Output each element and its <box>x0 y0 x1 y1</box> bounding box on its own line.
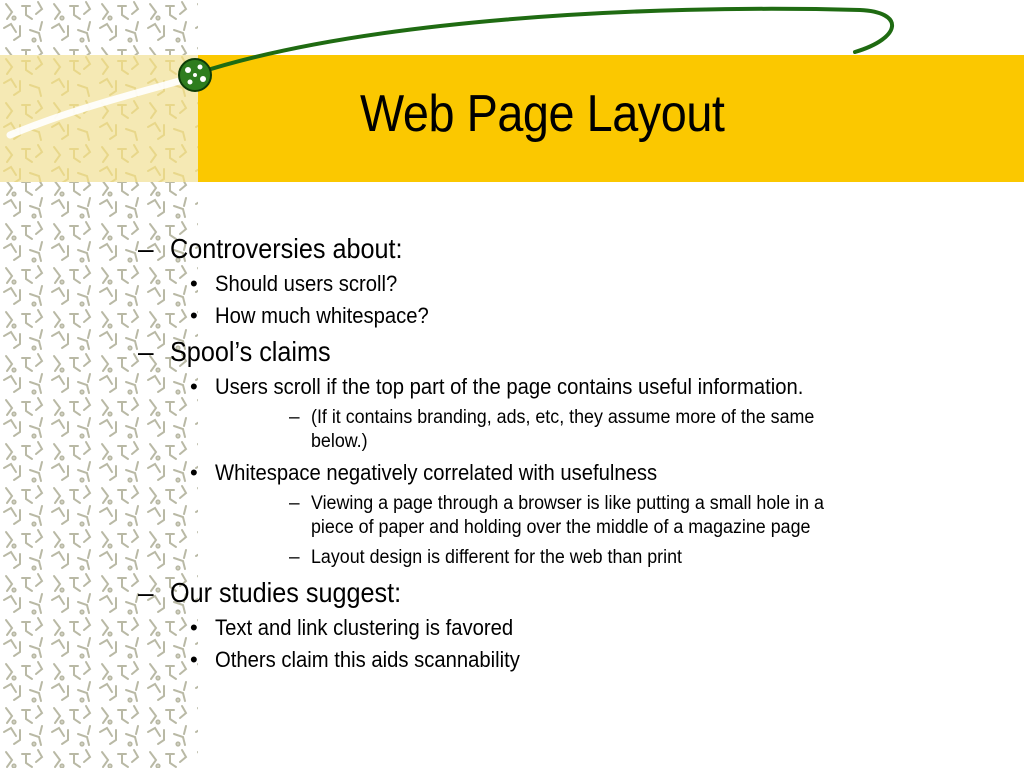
sub-bullet-list <box>170 374 948 570</box>
detail-list <box>215 492 948 570</box>
bullet-list <box>138 228 948 679</box>
bullet-text: Spool’s claims <box>170 336 331 367</box>
detail-layout-print <box>215 546 881 570</box>
detail-text: Viewing a page through a browser is like putting a small hole in a piece of paper and holding over the middle of a magazine page <box>311 493 824 538</box>
detail-branding <box>215 406 881 454</box>
bullet-marker: • <box>190 615 198 640</box>
bullet-marker: • <box>190 374 198 399</box>
sub-bullet-text: Whitespace negatively correlated with usefulness <box>215 460 658 485</box>
sub-bullet-scannability <box>170 647 948 673</box>
dash-marker: – <box>289 493 300 514</box>
sub-bullet-whitespace <box>170 303 948 329</box>
bullet-text: Controversies about: <box>170 233 403 264</box>
sub-bullet-whitespace-correlation <box>170 460 948 570</box>
sub-bullet-clustering <box>170 615 948 641</box>
dash-marker: – <box>138 336 154 367</box>
bullet-controversies <box>138 232 948 329</box>
bullet-spool-claims <box>138 335 948 570</box>
detail-browser-hole <box>215 492 881 540</box>
dash-marker: – <box>289 407 300 428</box>
bullet-marker: • <box>190 271 198 296</box>
dash-marker: – <box>138 577 154 608</box>
detail-text: (If it contains branding, ads, etc, they assume more of the same below.) <box>311 407 815 452</box>
bullet-marker: • <box>190 303 198 328</box>
sub-bullet-list <box>170 615 948 673</box>
bullet-text: Our studies suggest: <box>170 577 402 608</box>
detail-text: Layout design is different for the web than print <box>311 547 683 568</box>
sub-bullet-text: How much whitespace? <box>215 303 429 328</box>
sub-bullet-list <box>170 271 948 329</box>
bullet-marker: • <box>190 460 198 485</box>
bullet-marker: • <box>190 647 198 672</box>
bullet-our-studies <box>138 576 948 673</box>
dash-marker: – <box>138 233 154 264</box>
sub-bullet-users-scroll <box>170 374 948 454</box>
sub-bullet-text: Others claim this aids scannability <box>215 647 520 672</box>
dash-marker: – <box>289 547 300 568</box>
sub-bullet-text: Text and link clustering is favored <box>215 615 514 640</box>
sub-bullet-scroll <box>170 271 948 297</box>
detail-list <box>215 406 948 454</box>
slide-title: Web Page Layout <box>360 85 725 143</box>
sub-bullet-text: Should users scroll? <box>215 271 398 296</box>
sub-bullet-text: Users scroll if the top part of the page contains useful information. <box>215 374 804 399</box>
band-pattern-icon <box>0 55 198 182</box>
